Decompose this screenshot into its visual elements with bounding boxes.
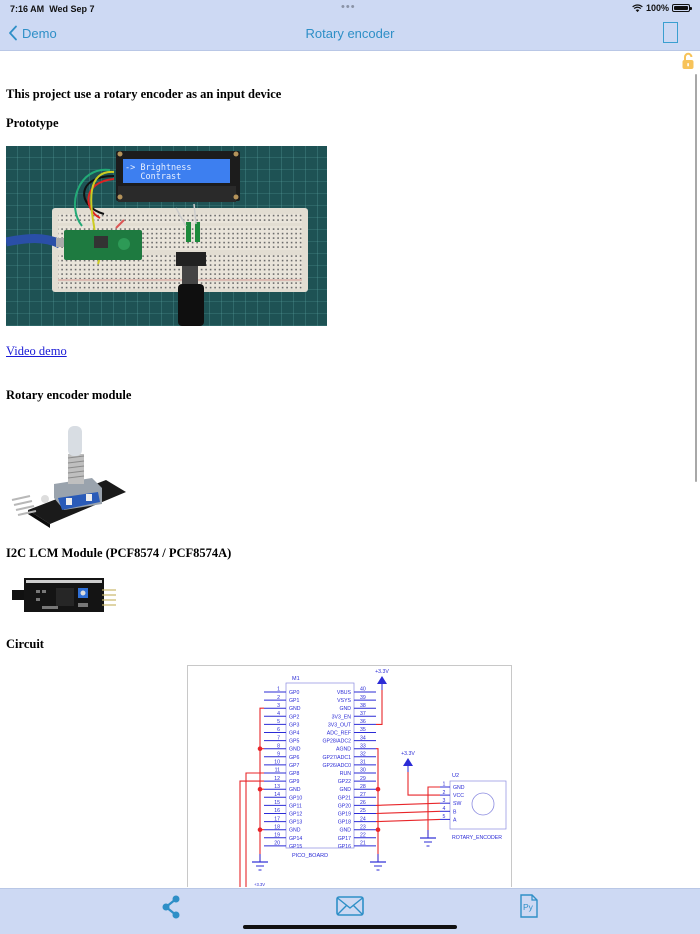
svg-text:ADC_REF: ADC_REF	[326, 730, 351, 737]
svg-text:11: 11	[274, 767, 280, 774]
svg-text:4: 4	[277, 711, 280, 717]
svg-text:GP8: GP8	[289, 771, 300, 777]
circuit-schematic	[187, 665, 512, 887]
svg-text:32: 32	[360, 751, 366, 758]
svg-text:GP26/ADC0: GP26/ADC0	[322, 762, 351, 769]
svg-text:+3.3V: +3.3V	[375, 669, 389, 675]
svg-text:35: 35	[360, 727, 366, 734]
svg-text:9: 9	[277, 751, 280, 758]
svg-text:16: 16	[274, 808, 280, 815]
svg-text:GP9: GP9	[289, 779, 300, 786]
home-indicator	[243, 925, 457, 929]
svg-text:AGND: AGND	[336, 746, 351, 753]
svg-text:26: 26	[360, 800, 366, 807]
svg-text:GP5: GP5	[289, 738, 300, 745]
svg-text:GP19: GP19	[337, 811, 351, 818]
svg-text:GND: GND	[339, 706, 351, 713]
svg-text:GP13: GP13	[289, 819, 303, 826]
svg-text:37: 37	[360, 711, 366, 717]
svg-text:A: A	[453, 817, 457, 824]
vertical-scrollbar[interactable]	[695, 74, 697, 482]
svg-text:36: 36	[360, 719, 366, 726]
svg-text:GP6: GP6	[289, 754, 300, 761]
svg-text:GP4: GP4	[289, 730, 300, 737]
svg-text:GP21: GP21	[337, 795, 351, 802]
i2c-module-heading: I2C LCM Module (PCF8574 / PCF8574A)	[6, 546, 232, 560]
svg-text:1: 1	[442, 781, 446, 788]
i2c-module-image	[6, 576, 118, 616]
svg-text:10: 10	[274, 759, 280, 766]
svg-text:4: 4	[442, 806, 446, 812]
svg-text:24: 24	[360, 816, 366, 823]
svg-text:25: 25	[360, 808, 366, 815]
lock-open-icon[interactable]	[681, 52, 695, 70]
svg-text:GP22: GP22	[337, 779, 351, 786]
svg-text:GP20: GP20	[337, 803, 351, 810]
svg-text:GP15: GP15	[289, 843, 303, 850]
svg-text:VBUS: VBUS	[336, 690, 351, 696]
battery-percent: 100%	[645, 3, 669, 13]
top-bar	[0, 0, 700, 51]
svg-text:RUN: RUN	[339, 771, 351, 777]
svg-text:GP11: GP11	[289, 803, 302, 810]
svg-text:GP0: GP0	[289, 690, 300, 696]
prototype-heading: Prototype	[6, 116, 59, 130]
svg-text:27: 27	[360, 792, 366, 798]
python-file-icon[interactable]	[520, 894, 538, 918]
svg-text:1: 1	[277, 686, 280, 693]
svg-text:12: 12	[274, 775, 280, 782]
status-time: 7:16 AM Wed Sep 7	[10, 4, 95, 14]
svg-text:B: B	[453, 809, 457, 816]
svg-text:3: 3	[277, 702, 280, 709]
svg-text:GP18: GP18	[337, 819, 351, 826]
svg-text:5: 5	[442, 814, 446, 821]
svg-text:6: 6	[277, 727, 280, 734]
bookmark-icon[interactable]	[663, 22, 678, 43]
svg-text:21: 21	[360, 840, 366, 847]
svg-text:13: 13	[274, 783, 280, 790]
prototype-photo	[6, 146, 327, 326]
svg-text:GND: GND	[339, 787, 351, 794]
svg-text:GND: GND	[289, 787, 301, 794]
svg-text:23: 23	[360, 824, 366, 831]
svg-text:+3.3V: +3.3V	[254, 882, 266, 887]
svg-text:38: 38	[360, 702, 366, 709]
svg-text:GP28/ADC2: GP28/ADC2	[322, 738, 351, 745]
svg-text:22: 22	[360, 832, 366, 839]
svg-text:GND: GND	[453, 785, 465, 791]
bottom-toolbar	[0, 888, 700, 934]
svg-text:GND: GND	[289, 827, 301, 834]
svg-text:GP7: GP7	[289, 762, 300, 769]
svg-text:Py: Py	[523, 902, 533, 912]
svg-text:34: 34	[360, 735, 366, 742]
svg-text:PICO_BOARD: PICO_BOARD	[292, 853, 329, 859]
svg-text:30: 30	[360, 767, 366, 774]
back-label: Demo	[22, 25, 57, 41]
svg-text:GP2: GP2	[289, 714, 300, 721]
video-demo-link[interactable]: Video demo	[6, 344, 67, 358]
svg-text:29: 29	[360, 775, 366, 782]
svg-text:19: 19	[274, 832, 280, 839]
svg-text:GP17: GP17	[337, 835, 351, 842]
navigation-bar	[0, 17, 700, 51]
svg-text:3V3_EN: 3V3_EN	[331, 714, 351, 721]
lcd-line-1: -> Brightness	[125, 163, 192, 173]
svg-text:18: 18	[274, 824, 280, 831]
rotary-encoder-heading: Rotary encoder module	[6, 388, 132, 402]
status-bar	[0, 0, 700, 17]
svg-text:GP16: GP16	[337, 843, 351, 850]
svg-text:33: 33	[360, 743, 366, 750]
wifi-icon	[632, 4, 643, 13]
svg-text:GP3: GP3	[289, 722, 300, 729]
circuit-heading: Circuit	[6, 637, 44, 651]
svg-text:VCC: VCC	[453, 793, 464, 800]
envelope-icon[interactable]	[336, 896, 364, 916]
svg-text:20: 20	[274, 840, 280, 847]
multitasking-dots[interactable]: •••	[341, 1, 356, 13]
svg-text:15: 15	[274, 800, 280, 807]
svg-text:M1: M1	[292, 676, 300, 682]
status-right	[632, 3, 690, 13]
svg-text:40: 40	[360, 686, 366, 693]
svg-text:GP1: GP1	[289, 698, 300, 705]
svg-text:+3.3V: +3.3V	[401, 751, 415, 757]
svg-text:3V3_OUT: 3V3_OUT	[327, 722, 351, 729]
svg-text:VSYS: VSYS	[337, 698, 351, 705]
svg-text:GND: GND	[289, 746, 301, 753]
svg-text:GND: GND	[289, 706, 301, 713]
svg-text:U2: U2	[452, 773, 460, 779]
lcd-line-2: Contrast	[125, 172, 182, 182]
svg-text:ROTARY_ENCODER: ROTARY_ENCODER	[452, 835, 502, 841]
share-icon[interactable]	[161, 895, 181, 919]
svg-text:14: 14	[274, 792, 280, 798]
svg-text:5: 5	[277, 719, 280, 726]
svg-text:2: 2	[277, 694, 280, 701]
battery-icon	[672, 4, 690, 12]
svg-text:8: 8	[277, 743, 280, 750]
rotary-encoder-image	[6, 422, 126, 532]
svg-text:3: 3	[442, 797, 446, 804]
page-title: Rotary encoder	[305, 26, 395, 41]
svg-text:GP12: GP12	[289, 811, 303, 818]
svg-text:GP10: GP10	[289, 795, 303, 802]
svg-text:17: 17	[274, 816, 280, 823]
svg-text:2: 2	[442, 789, 446, 796]
svg-text:GND: GND	[339, 827, 351, 834]
svg-text:GP27/ADC1: GP27/ADC1	[322, 754, 351, 761]
svg-text:39: 39	[360, 694, 366, 701]
svg-text:SW: SW	[453, 801, 462, 808]
svg-text:31: 31	[360, 759, 366, 766]
svg-text:7: 7	[277, 735, 280, 742]
intro-text: This project use a rotary encoder as an input device	[6, 87, 282, 101]
svg-text:GP14: GP14	[289, 835, 303, 842]
svg-text:28: 28	[360, 783, 366, 790]
